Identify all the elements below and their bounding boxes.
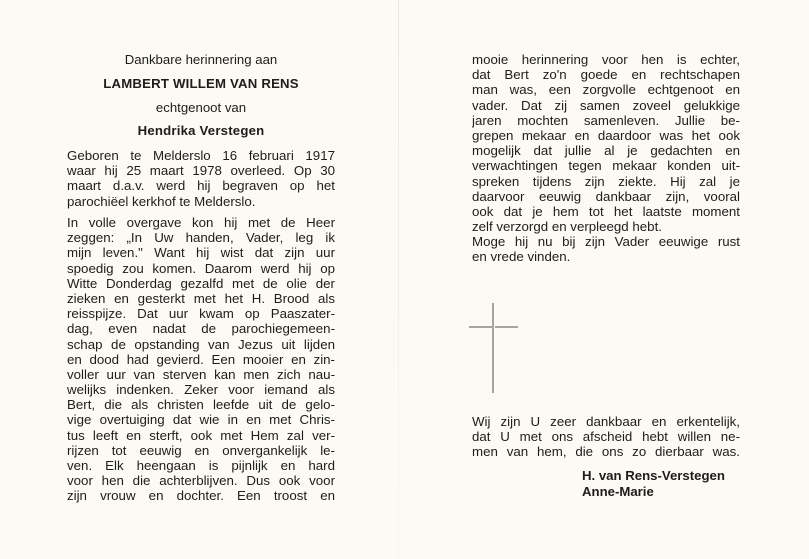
memorial-text-right <box>472 52 740 265</box>
deceased-name: LAMBERT WILLEM VAN RENS <box>103 76 299 91</box>
text-line: rijzen tot eeuwig en onvergankelijk le- <box>67 442 335 458</box>
relation-text: echtgenoot van <box>155 100 247 115</box>
text-line: ven. Elk heengaan is pijnlijk en hard <box>67 458 335 473</box>
intro-text: Dankbare herinnering aan <box>124 52 278 67</box>
text-line: voor hen die achterblijven. Dus ook voor <box>67 473 335 489</box>
text-line: verwachtingen tegen mekaar konden uit- <box>472 158 740 174</box>
text-line: en dood had gevierd. Een mooier en zin- <box>67 351 335 367</box>
text-line: dat Bert zo'n goede en rechtschapen <box>472 67 740 83</box>
text-line: schap de opstanding van Jezus uit lijden <box>67 336 335 352</box>
text-line: grepen mekaar en daardoor was het ook <box>472 127 740 143</box>
text-line: man was, een zorgvolle echtgenoot en <box>472 82 740 98</box>
text-line: daarvoor eeuwig dankbaar zijn, vooral <box>472 188 740 204</box>
memorial-text-left <box>67 215 335 504</box>
text-line: men van hem, die ons zo dierbaar was. <box>472 444 740 460</box>
text-line: zelf verzorgd en verpleegd hebt. <box>472 219 662 235</box>
signature-line: H. van Rens-Verstegen <box>582 468 725 483</box>
text-line: voller uur van sterven kan men zich nau- <box>67 366 335 382</box>
text-line: zijn vrouw en dochter. Een troost en <box>67 488 335 504</box>
text-line: spoedig zou komen. Daarom werd hij op <box>67 260 335 276</box>
text-line: mogelijk dat jullie al je gedachten en <box>472 143 740 159</box>
text-line: Geboren te Melderslo 16 februari 1917 <box>67 148 335 163</box>
spouse-name: Hendrika Verstegen <box>137 123 265 138</box>
text-line: In volle overgave kon hij met de Heer <box>67 215 335 230</box>
text-line: Moge hij nu bij zijn Vader eeuwige rust <box>472 234 740 250</box>
text-line: mooie herinnering voor hen is echter, <box>472 52 740 67</box>
cross-vertical-bar <box>492 303 494 393</box>
text-line: reisspijze. Dat uur kwam op Paaszater- <box>67 306 335 322</box>
card-fold-line <box>398 0 399 559</box>
cross-horizontal-bar-left <box>469 326 492 328</box>
text-line: Witte Donderdag gezalfd met de olie der <box>67 275 335 291</box>
cross-horizontal-bar-right <box>495 326 518 328</box>
biography-paragraph <box>67 148 335 209</box>
text-line: spreken tijdens zijn ziekte. Hij zal je <box>472 173 740 189</box>
text-line: maart d.a.v. werd hij begraven op het <box>67 178 335 194</box>
text-line: vader. Dat zij samen zoveel gelukkige <box>472 97 740 113</box>
text-line: welijks indenken. Zeker voor iemand als <box>67 382 335 398</box>
text-line: dag, even nadat de parochiegemeen- <box>67 321 335 337</box>
text-line: waar hij 25 maart 1978 overleed. Op 30 <box>67 163 335 179</box>
text-line: en vrede vinden. <box>472 249 571 265</box>
text-line: Wij zijn U zeer dankbaar en erkentelijk, <box>472 414 740 429</box>
text-line: tus leeft en sterft, ook met Hem zal ver- <box>67 427 335 443</box>
thanks-paragraph <box>472 414 740 460</box>
signature-line: Anne-Marie <box>582 484 654 499</box>
text-line: zieken en gesterkt met het H. Brood als <box>67 290 335 306</box>
text-line: parochiëel kerkhof te Melderslo. <box>67 193 256 209</box>
text-line: vige overtuiging dat wie in en met Chris- <box>67 412 335 428</box>
text-line: mijn leven." Want hij wist dat zijn uur <box>67 245 335 261</box>
text-line: ook dat je hem tot het laatste moment <box>472 203 740 219</box>
text-line: zeggen: „In Uw handen, Vader, leg ik <box>67 230 335 246</box>
text-line: dat U met ons afscheid hebt willen ne- <box>472 429 740 445</box>
text-line: Bert, die als christen leefde uit de gelo- <box>67 397 335 413</box>
text-line: jaren mochten samenleven. Jullie be- <box>472 112 740 128</box>
